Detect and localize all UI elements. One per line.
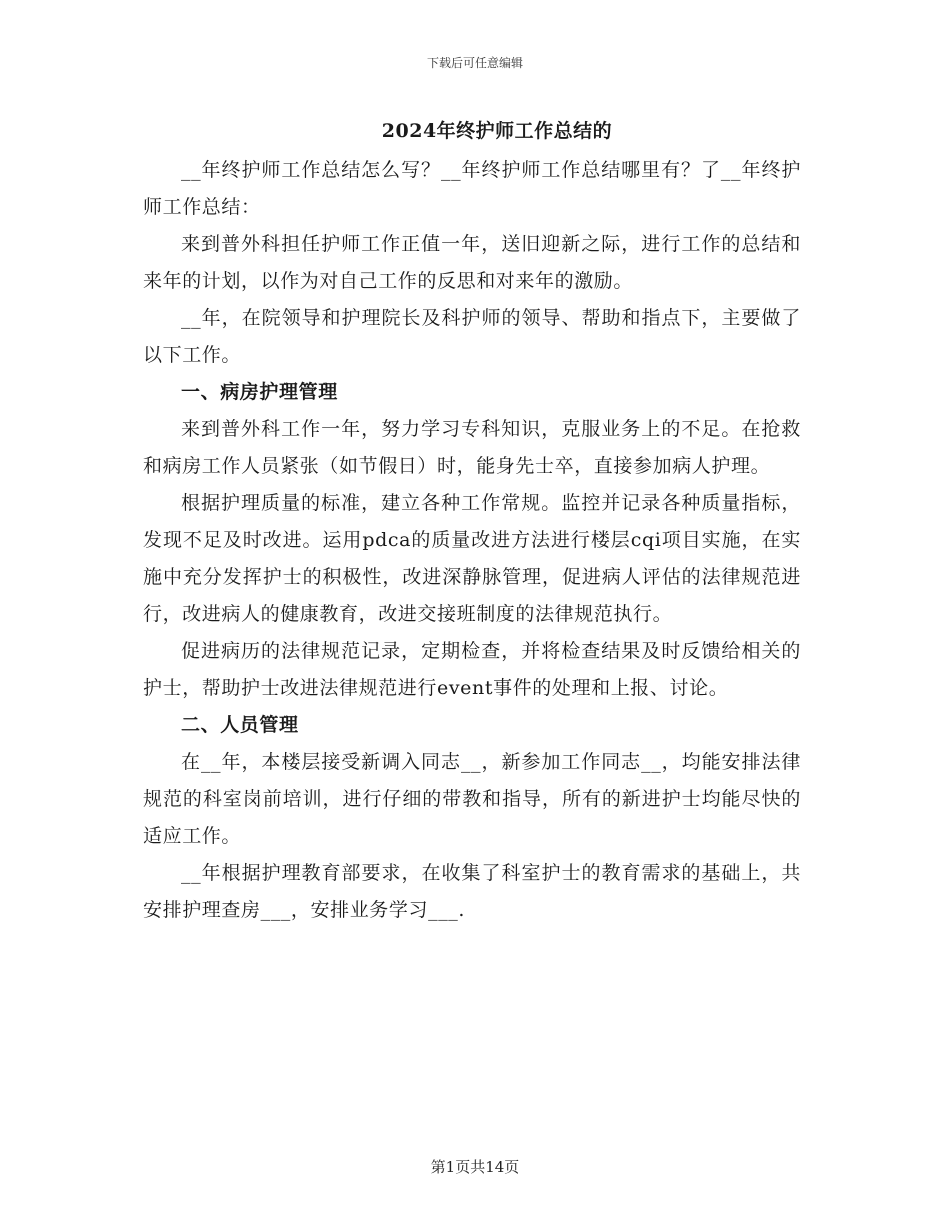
section-heading-staff-management: 二、人员管理 bbox=[181, 714, 299, 736]
ward-paragraph-3: 促进病历的法律规范记录，定期检查，并将检查结果及时反馈给相关的护士，帮助护士改进法律规范进行event事件的处理和上报、讨论。 bbox=[143, 640, 801, 699]
summary-paragraph: __年，在院领导和护理院长及科护师的领导、帮助和指点下，主要做了以下工作。 bbox=[143, 307, 801, 366]
header-note: 下载后可任意编辑 bbox=[426, 56, 523, 70]
ward-paragraph-2: 根据护理质量的标准，建立各种工作常规。监控并记录各种质量指标，发现不足及时改进。运用pdca的质量改进方法进行楼层cqi项目实施，在实施中充分发挥护士的积极性，改进深静脉管理，促进病人评估的法律规范进行，改进病人的健康教育，改进交接班制度的法律规范执行。 bbox=[143, 492, 801, 625]
document-title: 2024年终护师工作总结的 bbox=[381, 120, 613, 142]
staff-paragraph-1: 在__年，本楼层接受新调入同志__，新参加工作同志__，均能安排法律规范的科室岗前培训，进行仔细的带教和指导，所有的新进护士均能尽快的适应工作。 bbox=[143, 751, 801, 847]
ward-paragraph-1: 来到普外科工作一年，努力学习专科知识，克服业务上的不足。在抢救和病房工作人员紧张（如节假日）时，能身先士卒，直接参加病人护理。 bbox=[143, 418, 801, 477]
staff-paragraph-2: __年根据护理教育部要求，在收集了科室护士的教育需求的基础上，共安排护理查房___，安排业务学习___. bbox=[143, 862, 801, 921]
document-body bbox=[143, 152, 801, 929]
page-footer: 第1页共14页 bbox=[430, 1158, 520, 1176]
intro-paragraph: __年终护师工作总结怎么写？__年终护师工作总结哪里有？了__年终护师工作总结： bbox=[143, 159, 801, 218]
section-heading-ward-management: 一、病房护理管理 bbox=[181, 381, 338, 403]
opening-paragraph: 来到普外科担任护师工作正值一年，送旧迎新之际，进行工作的总结和来年的计划，以作为对自己工作的反思和对来年的激励。 bbox=[143, 233, 801, 292]
